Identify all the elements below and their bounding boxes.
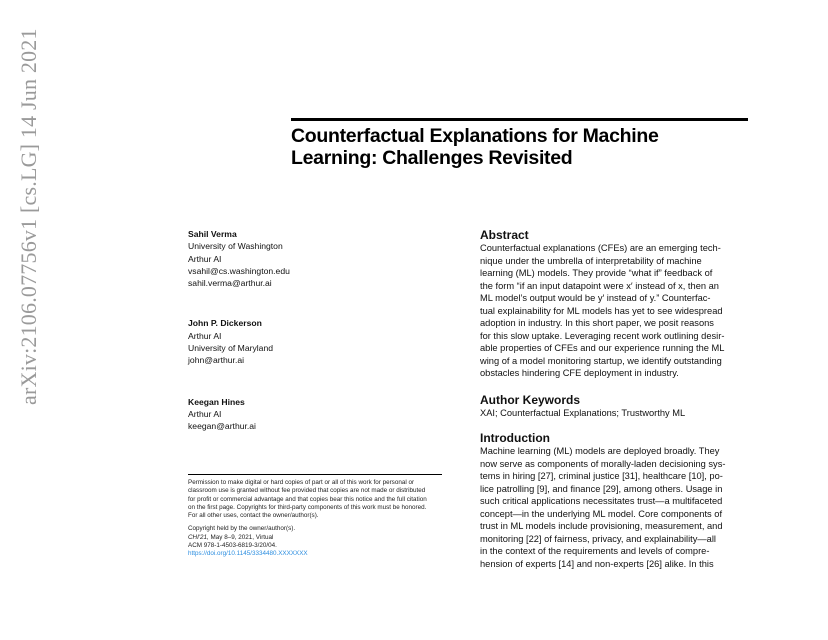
abstract-line: for this slow uptake. Leveraging recent work outlining desir- bbox=[480, 330, 725, 341]
abstract-body bbox=[480, 242, 738, 380]
abstract-heading: Abstract bbox=[480, 228, 529, 242]
introduction-line: hension of experts [14] and non-experts [26] alike. In this bbox=[480, 558, 714, 569]
introduction-line: in the context of the requirements and levels of compre- bbox=[480, 546, 710, 556]
arxiv-stamp: arXiv:2106.07756v1 [cs.LG] 14 Jun 2021 bbox=[16, 28, 41, 405]
author-name: Sahil Verma bbox=[188, 229, 237, 239]
abstract-line: obstacles hindering CFE deployment in industry. bbox=[480, 368, 679, 378]
keywords-section bbox=[480, 393, 738, 420]
author-affiliation: University of Washington bbox=[188, 241, 283, 252]
author-name: John P. Dickerson bbox=[188, 318, 262, 329]
copyright-line: Copyright held by the owner/author(s). bbox=[188, 525, 296, 533]
isbn-line: ACM 978-1-4503-6819-3/20/04. bbox=[188, 542, 277, 550]
conference-name: CHI'21, bbox=[188, 533, 209, 541]
author-block bbox=[188, 228, 448, 289]
abstract-section bbox=[480, 228, 738, 380]
introduction-heading: Introduction bbox=[480, 431, 550, 445]
author-block bbox=[188, 317, 448, 366]
abstract-line: tual explainability for ML models has yet to see widespread bbox=[480, 305, 723, 316]
introduction-line: tems in hiring [27], criminal justice [31], healthcare [10], po- bbox=[480, 471, 723, 481]
introduction-line: such critical applications necessitates trust—a multifaceted bbox=[480, 496, 723, 506]
author-block bbox=[188, 396, 448, 433]
author-email: sahil.verma@arthur.ai bbox=[188, 278, 272, 289]
introduction-line: lice patrolling [9], and finance [29], among others. Usage in bbox=[480, 483, 723, 494]
introduction-line: Machine learning (ML) models are deployed broadly. They bbox=[480, 446, 720, 456]
permission-line: on the first page. Copyrights for third-party components of this work must be honored. bbox=[188, 503, 427, 511]
footnote-rule bbox=[188, 474, 442, 475]
keywords-line: XAI; Counterfactual Explanations; Trustworthy ML bbox=[480, 407, 686, 418]
author-list bbox=[188, 228, 448, 433]
abstract-line: wing of a model monitoring startup, we identify outstanding bbox=[480, 355, 722, 366]
abstract-line: adoption in industry. In this short paper, we posit reasons bbox=[480, 318, 714, 328]
abstract-line: learning (ML) models. They provide “what if” feedback of bbox=[480, 268, 713, 278]
author-email: vsahil@cs.washington.edu bbox=[188, 265, 290, 276]
author-email: keegan@arthur.ai bbox=[188, 421, 256, 432]
keywords-body bbox=[480, 407, 738, 420]
right-column bbox=[480, 228, 738, 570]
introduction-line: trust in ML models include provisioning, measurement, and bbox=[480, 521, 723, 531]
abstract-line: Counterfactual explanations (CFEs) are an emerging tech- bbox=[480, 243, 721, 253]
author-name: Keegan Hines bbox=[188, 396, 245, 407]
author-affiliation: University of Maryland bbox=[188, 343, 274, 354]
paper-title bbox=[291, 125, 751, 169]
abstract-line: ML model’s output would be y′ instead of y.” Counterfac- bbox=[480, 293, 711, 303]
conference-line bbox=[188, 534, 450, 542]
keywords-heading: Author Keywords bbox=[480, 392, 581, 407]
doi-link[interactable]: https://doi.org/10.1145/3334480.XXXXXXX bbox=[188, 550, 308, 558]
introduction-line: monitoring [22] of fairness, privacy, and explainability—all bbox=[480, 533, 716, 544]
title-rule bbox=[291, 118, 748, 121]
introduction-body bbox=[480, 445, 738, 570]
permission-line: for profit or commercial advantage and that copies bear this notice and the full citation bbox=[188, 495, 427, 503]
author-affiliation: Arthur AI bbox=[188, 330, 222, 341]
paper-title-line-1: Counterfactual Explanations for Machine bbox=[291, 125, 659, 147]
abstract-line: nique under the umbrella of interpretability of machine bbox=[480, 255, 702, 266]
conference-date: May 8–9, 2021, Virtual bbox=[208, 533, 274, 541]
permission-footnote bbox=[188, 479, 450, 559]
permission-line: classroom use is granted without fee provided that copies are not made or distributed bbox=[188, 487, 426, 495]
permission-line: Permission to make digital or hard copies of part or all of this work for personal or bbox=[188, 479, 415, 486]
abstract-line: able properties of CFEs and our experience running the ML bbox=[480, 343, 725, 353]
paper-title-line-2: Learning: Challenges Revisited bbox=[291, 147, 573, 169]
abstract-line: the form “if an input datapoint were x′ instead of x, then an bbox=[480, 280, 719, 291]
author-affiliation: Arthur AI bbox=[188, 253, 222, 264]
introduction-line: now serve as components of morally-laden decisioning sys- bbox=[480, 458, 726, 469]
author-affiliation: Arthur AI bbox=[188, 408, 222, 419]
introduction-line: concept—in the underlying ML model. Core components of bbox=[480, 508, 723, 519]
author-email: john@arthur.ai bbox=[188, 355, 245, 366]
permission-line: For all other uses, contact the owner/author(s). bbox=[188, 512, 319, 520]
introduction-section bbox=[480, 431, 738, 570]
